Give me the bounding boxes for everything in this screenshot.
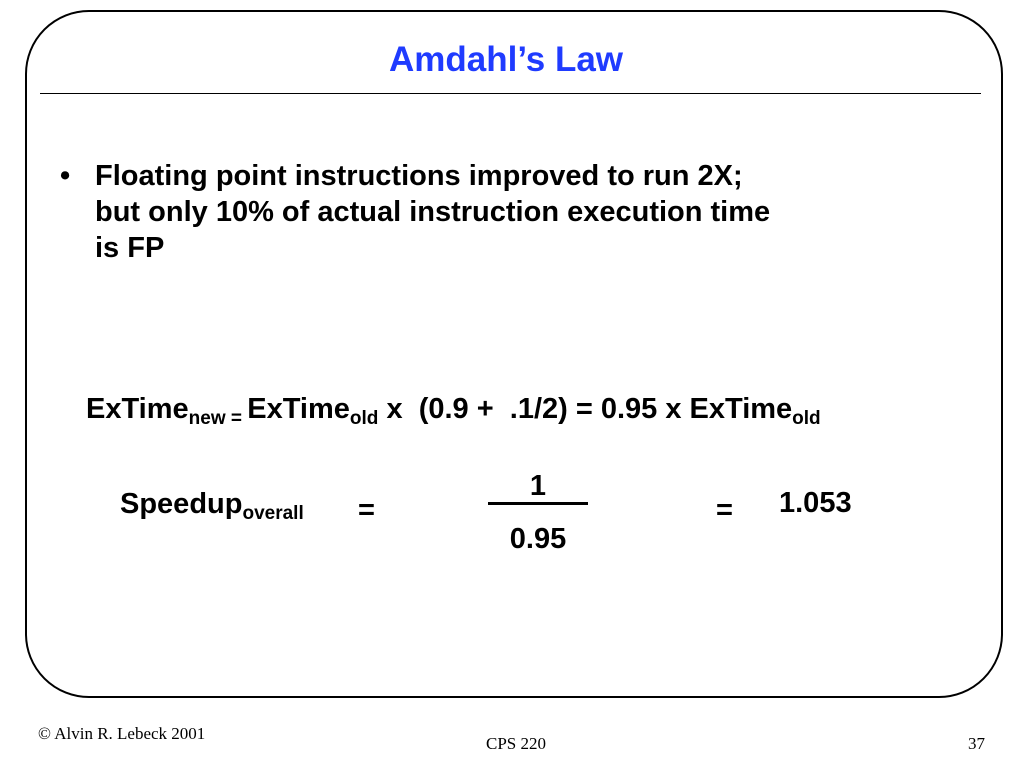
fraction-denominator: 0.95 (509, 523, 567, 555)
fraction-bar (488, 502, 588, 505)
footer-course: CPS 220 (486, 734, 546, 753)
equation-rhs-subscript: old (349, 408, 379, 429)
equation-lhs: ExTime (86, 393, 189, 425)
footer-copyright: © Alvin R. Lebeck 2001 (38, 724, 206, 743)
bullet-text (95, 158, 925, 266)
equation-equals-small: = (225, 408, 248, 429)
equation-end-subscript: old (792, 408, 821, 429)
equation-middle: x (0.9 + .1/2) = 0.95 x ExTime (378, 393, 793, 425)
slide-frame (25, 10, 1003, 698)
extime-equation (86, 389, 821, 439)
speedup-label (120, 484, 304, 524)
equation-lhs-subscript: new (188, 408, 226, 429)
bullet-line-3: is FP (95, 232, 165, 264)
bullet-line-1: Floating point instructions improved to run 2X; (95, 160, 743, 192)
title-divider (40, 93, 981, 94)
speedup-label-subscript: overall (242, 503, 304, 524)
slide-title: Amdahl’s Law (388, 40, 624, 79)
equation-rhs: ExTime (247, 393, 350, 425)
fraction-numerator: 1 (529, 470, 547, 502)
speedup-equals-1: = (358, 494, 375, 526)
speedup-label-text: Speedup (120, 488, 243, 520)
speedup-result: 1.053 (779, 487, 852, 519)
bullet-line-2: but only 10% of actual instruction execution time (95, 196, 771, 228)
speedup-equals-2: = (716, 494, 733, 526)
footer-page-number: 37 (968, 734, 985, 753)
bullet-dot-icon: • (60, 160, 71, 192)
